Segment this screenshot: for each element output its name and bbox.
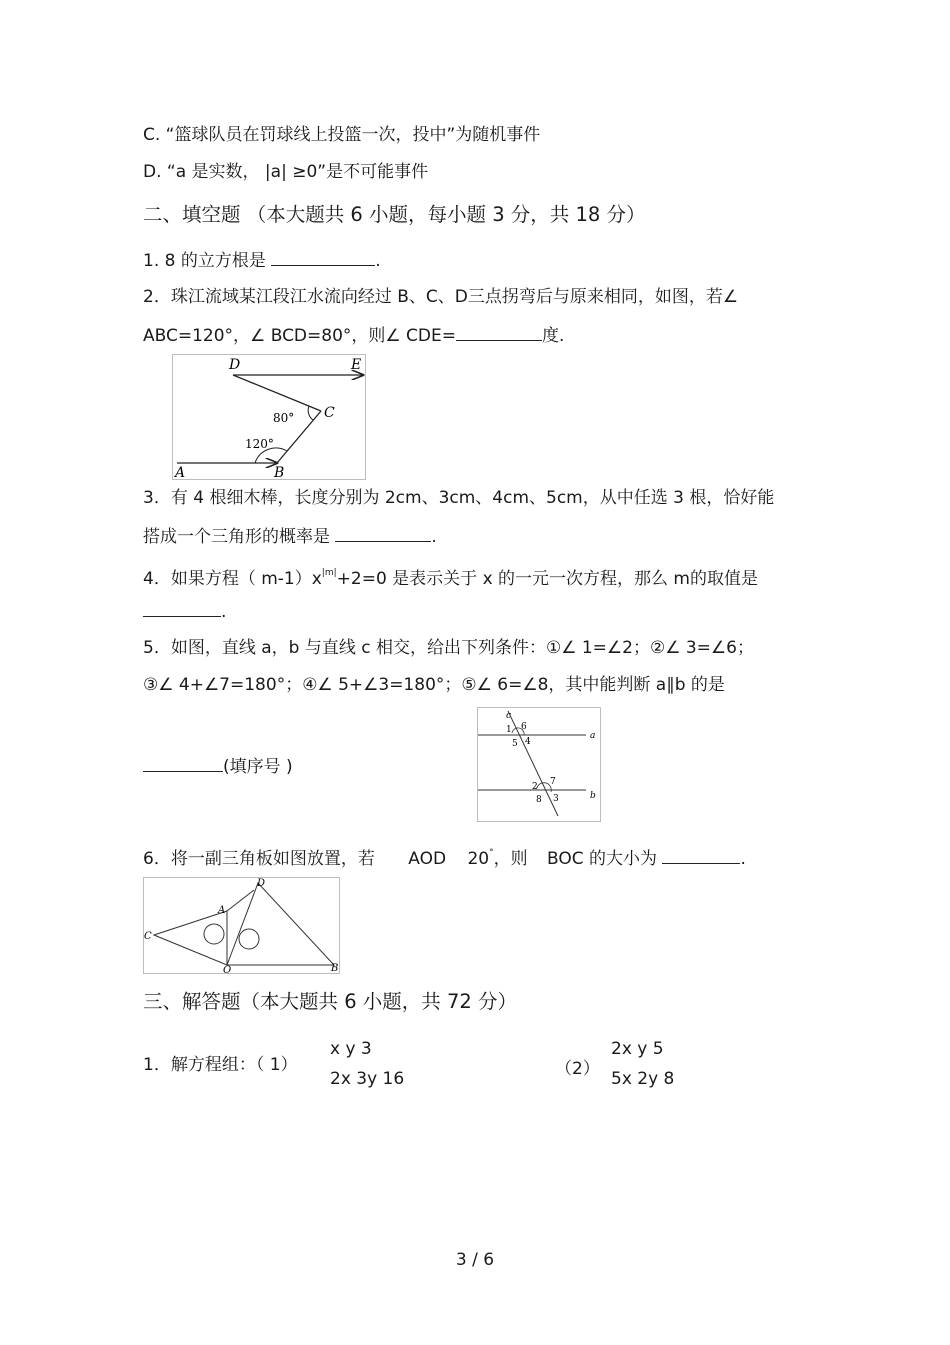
question-4-text-a: 4．如果方程（ m-1）x (143, 569, 322, 589)
angle-5: 5 (512, 739, 518, 749)
triangle-odb (227, 883, 334, 965)
angle-6: 6 (521, 722, 527, 732)
question-3-line-1: 3．有 4 根细木棒，长度分别为 2cm、3cm、4cm、5cm，从中任选 3 根，恰好能 (143, 488, 775, 508)
line-c (508, 711, 558, 816)
question-4-line-2 (143, 600, 226, 623)
question-6-period: . (740, 849, 746, 869)
label-c: c (506, 711, 512, 721)
label-o: O (223, 965, 232, 973)
page-number: 3 / 6 (455, 1250, 495, 1270)
answer-blank[interactable] (143, 600, 221, 617)
set-squares-figure (143, 877, 340, 974)
section-3-heading: 三、解答题（本大题共 6 小题，共 72 分） (143, 990, 518, 1013)
question-3-text: 搭成一个三角形的概率是 (143, 527, 330, 547)
transversal-figure (477, 707, 601, 822)
question-5-line-3 (143, 755, 293, 778)
system-1-equation-2: 2x 3y 16 (330, 1069, 405, 1089)
question-7-part-2: （2） (555, 1059, 600, 1079)
question-2-line-2 (143, 324, 564, 347)
question-2-text: ABC=120°，∠ BCD=80°，则∠ CDE= (143, 326, 456, 346)
question-2-line-1: 2．珠江流域某江段江水流向经过 B、C、D三点拐弯后与原来相同，如图，若∠ (143, 287, 739, 307)
question-4-line-1 (143, 562, 758, 590)
triangle-cao (154, 911, 227, 965)
set-squares-diagram (144, 878, 339, 973)
transversal-diagram (478, 708, 600, 821)
question-3-line-2 (143, 525, 437, 548)
option-c: C. “篮球队员在罚球线上投篮一次，投中”为随机事件 (143, 125, 541, 145)
question-3-period: . (431, 527, 437, 547)
system-2-equation-1: 2x y 5 (611, 1039, 664, 1059)
question-4-text-b: +2=0 是表示关于 x 的一元一次方程，那么 m的取值是 (336, 569, 758, 589)
triangle-hole-left (204, 924, 224, 944)
angle-2: 2 (532, 782, 538, 792)
label-e: E (351, 357, 362, 373)
option-d: D. “a 是实数， |a| ≥0”是不可能事件 (143, 162, 429, 182)
answer-blank[interactable] (662, 847, 740, 864)
label-b: B (331, 963, 339, 973)
river-bend-figure (172, 354, 366, 480)
angle-7: 7 (550, 777, 556, 787)
question-2-unit: 度. (542, 326, 565, 346)
question-1-text: 1. 8 的立方根是 (143, 251, 266, 271)
question-6-line (143, 842, 746, 870)
question-1-period: . (375, 251, 381, 271)
question-4-period: . (221, 602, 227, 622)
question-5-line-2: ③∠ 4+∠7=180°；④∠ 5+∠3=180°；⑤∠ 6=∠8，其中能判断 a∥b 的是 (143, 675, 725, 695)
question-6-text: 6．将一副三角板如图放置，若 (143, 849, 375, 869)
label-a: a (590, 731, 596, 741)
label-c: C (324, 405, 335, 421)
angle-80-label: 80° (273, 411, 295, 425)
section-2-heading: 二、填空题 （本大题共 6 小题，每小题 3 分，共 18 分） (143, 203, 646, 226)
answer-blank[interactable] (335, 525, 431, 542)
question-1 (143, 249, 381, 272)
question-5-hint: (填序号 ) (223, 757, 293, 777)
system-2-equation-2: 5x 2y 8 (611, 1069, 675, 1089)
question-7-label: 1．解方程组：（ 1） (143, 1055, 298, 1075)
angle-boc-text: BOC 的大小为 (547, 849, 658, 869)
degree-mark: ° (489, 848, 494, 858)
exponent-abs-m: |m| (321, 568, 337, 578)
label-b: b (590, 791, 596, 801)
river-bend-diagram (173, 355, 365, 479)
system-1-equation-1: x y 3 (330, 1039, 372, 1059)
label-c: C (144, 931, 152, 942)
angle-120-label: 120° (245, 437, 274, 451)
angle-8: 8 (536, 795, 542, 805)
angle-3: 3 (553, 794, 559, 804)
angle-aod-label: AOD (408, 849, 447, 869)
answer-blank[interactable] (271, 249, 375, 266)
angle-aod-value: 20 (467, 849, 490, 869)
angle-4: 4 (525, 737, 531, 747)
triangle-hole-right (239, 929, 259, 949)
label-a: A (175, 465, 186, 479)
label-d: D (257, 878, 266, 889)
label-a: A (218, 905, 226, 916)
question-5-line-1: 5．如图，直线 a，b 与直线 c 相交，给出下列条件：①∠ 1=∠2；②∠ 3=∠6； (143, 638, 754, 658)
answer-blank[interactable] (143, 755, 223, 772)
angle-1: 1 (506, 725, 512, 735)
answer-blank[interactable] (456, 324, 542, 341)
segment-a-d (227, 890, 254, 911)
question-6-then: ，则 (493, 849, 528, 869)
label-b: B (274, 465, 285, 479)
label-d: D (229, 357, 241, 373)
segment-cd (233, 375, 321, 411)
